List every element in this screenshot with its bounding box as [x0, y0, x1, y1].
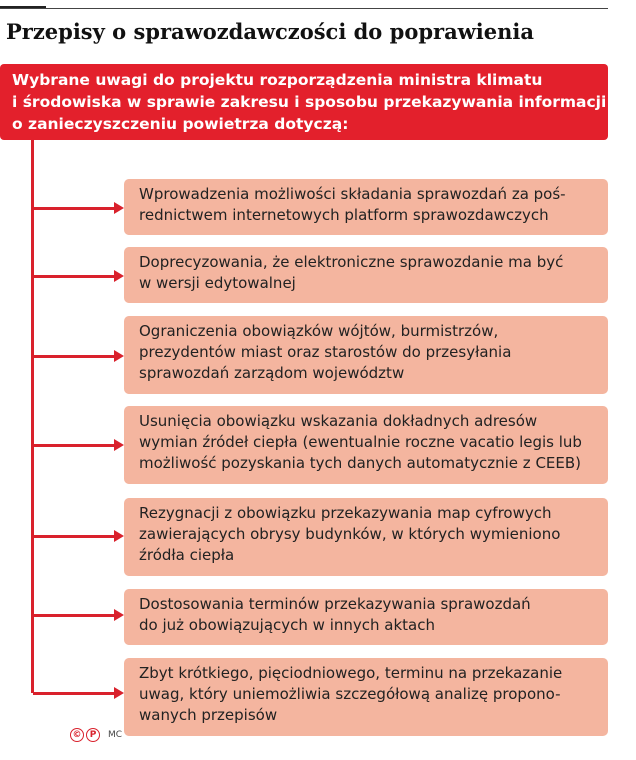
copyright-icon: © [70, 728, 84, 742]
connector-branch [33, 207, 115, 210]
item-line: do już obowiązujących w innych aktach [139, 616, 435, 634]
item-line: Dostosowania terminów przekazywania sprawozdań [139, 595, 531, 613]
item-line: wanych przepisów [139, 706, 278, 724]
connector-spine [31, 140, 34, 693]
p-mark-icon: P [86, 728, 100, 742]
item-box-2 [124, 247, 608, 303]
arrowhead-icon [114, 530, 124, 542]
item-line: Zbyt krótkiego, pięciodniowego, terminu na przekazanie [139, 664, 563, 682]
item-line: sprawozdań zarządom województw [139, 364, 405, 382]
item-box-7 [124, 658, 608, 736]
connector-branch [33, 535, 115, 538]
top-rule [0, 8, 608, 9]
header-line: Wybrane uwagi do projektu rozporządzenia ministra klimatu [12, 71, 543, 89]
item-line: Wprowadzenia możliwości składania sprawozdań za poś- [139, 185, 566, 203]
item-line: Doprecyzowania, że elektroniczne sprawozdanie ma być [139, 253, 564, 271]
connector-branch [33, 444, 115, 447]
item-box-1 [124, 179, 608, 235]
arrowhead-icon [114, 350, 124, 362]
item-line: możliwość pozyskania tych danych automatycznie z CEEB) [139, 454, 582, 472]
item-line: w wersji edytowalnej [139, 274, 296, 292]
item-line: Usunięcia obowiązku wskazania dokładnych adresów [139, 412, 538, 430]
item-line: Rezygnacji z obowiązku przekazywania map cyfrowych [139, 504, 552, 522]
author-credit: MC [108, 730, 123, 740]
arrowhead-icon [114, 687, 124, 699]
connector-branch [33, 614, 115, 617]
header-box [0, 64, 608, 140]
infographic-title: Przepisy o sprawozdawczości do poprawienia [6, 19, 534, 44]
item-box-4 [124, 406, 608, 484]
item-box-6 [124, 589, 608, 645]
header-line: o zanieczyszczeniu powietrza dotyczą: [12, 115, 349, 133]
connector-branch [33, 355, 115, 358]
header-line: i środowiska w sprawie zakresu i sposobu przekazywania informacji [12, 93, 607, 111]
item-line: źródła ciepła [139, 546, 235, 564]
connector-branch [33, 275, 115, 278]
footer-credits [70, 728, 122, 742]
item-line: zawierających obrysy budynków, w których wymieniono [139, 525, 561, 543]
item-line: rednictwem internetowych platform sprawozdawczych [139, 206, 549, 224]
item-line: uwag, który uniemożliwia szczegółową analizę propono- [139, 685, 561, 703]
item-line: prezydentów miast oraz starostów do przesyłania [139, 343, 512, 361]
item-line: wymian źródeł ciepła (ewentualnie roczne vacatio legis lub [139, 433, 582, 451]
arrowhead-icon [114, 439, 124, 451]
item-box-5 [124, 498, 608, 576]
arrowhead-icon [114, 202, 124, 214]
connector-branch [33, 692, 115, 695]
arrowhead-icon [114, 270, 124, 282]
arrowhead-icon [114, 609, 124, 621]
item-line: Ograniczenia obowiązków wójtów, burmistrzów, [139, 322, 499, 340]
item-box-3 [124, 316, 608, 394]
